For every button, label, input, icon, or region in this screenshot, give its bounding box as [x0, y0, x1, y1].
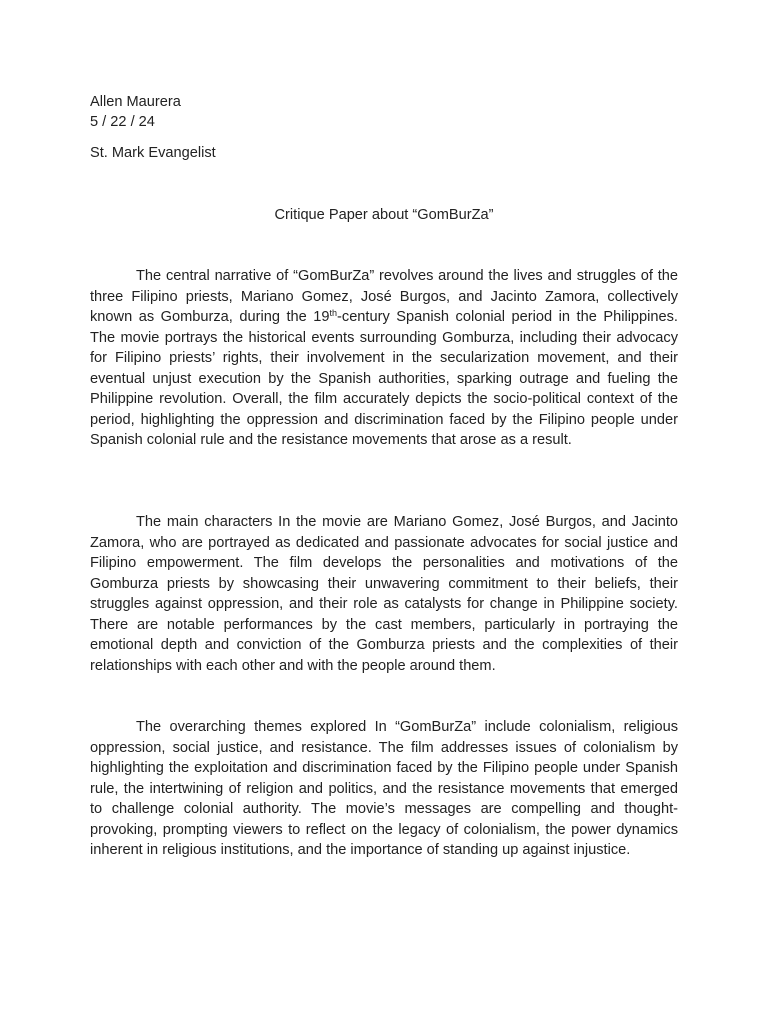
author-name: Allen Maurera [90, 94, 181, 110]
class-section: St. Mark Evangelist [90, 145, 216, 161]
paragraph-narrative-text-b: -century Spanish colonial period in the Philippines. The movie portrays the historical events surrounding Gomburza, including their advocacy for Filipino priests’ rights, their involvement in the secularization movement, and their eventual unjust execution by the Spanish authorities, sparking outrage and fueling the Philippine revolution. Overall, the film accurately depicts the socio-political context of the period, highlighting the oppression and discrimination faced by the Filipino people under Spanish colonial rule and the resistance movements that arose as a result. [90, 309, 678, 448]
document-title: Critique Paper about “GomBurZa” [274, 207, 494, 223]
paragraph-themes: The overarching themes explored In “GomBurZa” include colonialism, religious oppression, social justice, and resistance. The film addresses issues of colonialism by highlighting the exploitation and discrimination faced by the Filipino people under Spanish rule, the intertwining of religion and politics, and the resistance movements that emerged to challenge colonial authority. The movie’s messages are compelling and thought-provoking, prompting viewers to reflect on the legacy of colonialism, the power dynamics inherent in religious institutions, and the importance of standing up against injustice. [90, 719, 678, 858]
document-date: 5 / 22 / 24 [90, 114, 155, 130]
paragraph-characters: The main characters In the movie are Mariano Gomez, José Burgos, and Jacinto Zamora, who are portrayed as dedicated and passionate advocates for social justice and Filipino empowerment. The film develops the personalities and motivations of the Gomburza priests by showcasing their unwavering commitment to their beliefs, their struggles against oppression, and their role as catalysts for change in Philippine society. There are notable performances by the cast members, particularly in portraying the emotional depth and conviction of the Gomburza priests and the complexities of their relationships with each other and with the people around them. [90, 514, 678, 674]
paragraph-narrative [90, 266, 678, 451]
paragraph-narrative-text-a: The central narrative of “GomBurZa” revolves around the lives and struggles of the three Filipino priests, Mariano Gomez, José Burgos, and Jacinto Zamora, collectively known as Gomburza, during the 19 [90, 268, 678, 325]
ordinal-suffix: th [329, 308, 338, 318]
